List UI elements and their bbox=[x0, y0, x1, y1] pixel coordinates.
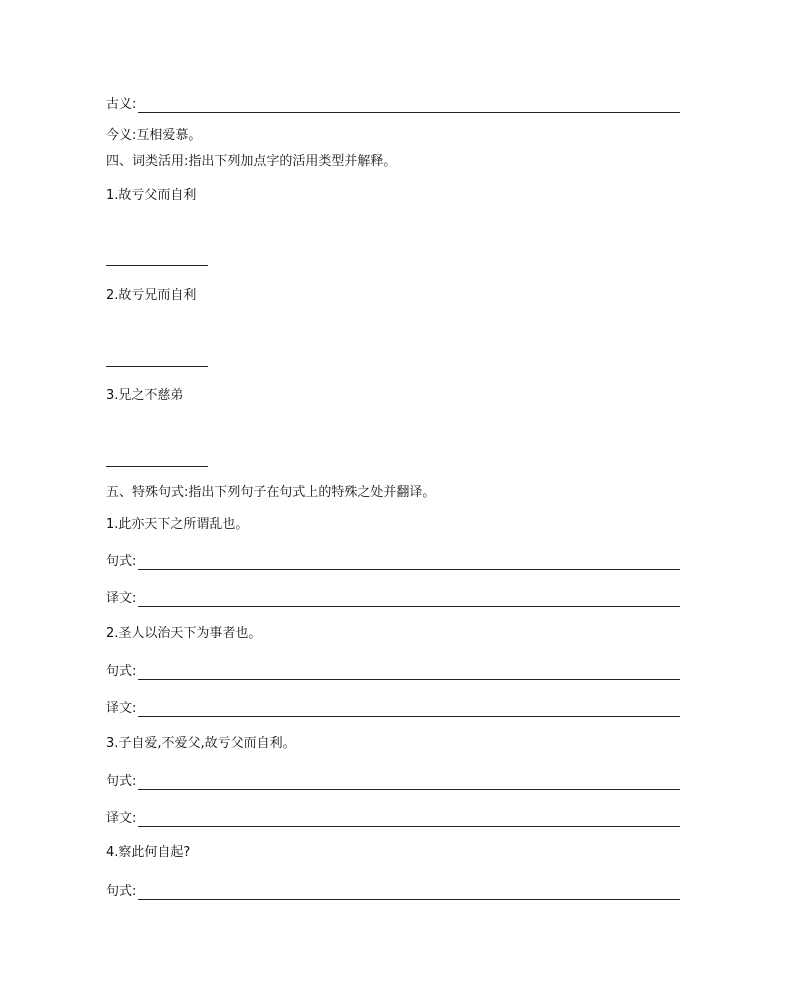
section5-item-4: 4.察此何自起? bbox=[106, 845, 191, 860]
section5-item-3-translation-row bbox=[106, 809, 680, 827]
section4-item-1: 1.故亏父而自利 bbox=[106, 188, 197, 203]
section5-heading: 五、特殊句式:指出下列句子在句式上的特殊之处并翻译。 bbox=[106, 485, 436, 500]
gu-yi-answer-blank[interactable] bbox=[138, 100, 680, 113]
sentence-label: 句式: bbox=[106, 774, 137, 789]
translation-label: 译文: bbox=[106, 591, 137, 606]
section5-item-3-sentence-row bbox=[106, 772, 680, 790]
section5-item-1-translation-row bbox=[106, 589, 680, 607]
translation-label: 译文: bbox=[106, 811, 137, 826]
section5-item-3-sentence-blank[interactable] bbox=[138, 777, 680, 790]
sentence-label: 句式: bbox=[106, 664, 137, 679]
section5-item-1-sentence-row bbox=[106, 552, 680, 570]
section5-item-2: 2.圣人以治天下为事者也。 bbox=[106, 626, 262, 641]
section5-item-2-sentence-blank[interactable] bbox=[138, 667, 680, 680]
section5-item-1-sentence-blank[interactable] bbox=[138, 557, 680, 570]
section5-item-1: 1.此亦天下之所谓乱也。 bbox=[106, 517, 249, 532]
section5-item-2-translation-row bbox=[106, 699, 680, 717]
gu-yi-row bbox=[106, 95, 680, 113]
section4-item-1-blank[interactable] bbox=[106, 265, 208, 266]
section5-item-3: 3.子自爱,不爱父,故亏父而自利。 bbox=[106, 736, 296, 751]
section5-item-2-sentence-row bbox=[106, 662, 680, 680]
section5-item-4-sentence-blank[interactable] bbox=[138, 887, 680, 900]
sentence-label: 句式: bbox=[106, 554, 137, 569]
section5-item-3-translation-blank[interactable] bbox=[138, 814, 680, 827]
translation-label: 译文: bbox=[106, 701, 137, 716]
jin-yi-text: 今义:互相爱慕。 bbox=[106, 128, 202, 143]
section4-item-3: 3.兄之不慈弟 bbox=[106, 388, 184, 403]
section5-item-4-sentence-row bbox=[106, 882, 680, 900]
section4-item-2-blank[interactable] bbox=[106, 366, 208, 367]
section5-item-2-translation-blank[interactable] bbox=[138, 704, 680, 717]
section5-item-1-translation-blank[interactable] bbox=[138, 594, 680, 607]
sentence-label: 句式: bbox=[106, 884, 137, 899]
section4-heading: 四、词类活用:指出下列加点字的活用类型并解释。 bbox=[106, 154, 397, 169]
gu-yi-label: 古义: bbox=[106, 97, 137, 112]
section4-item-2: 2.故亏兄而自利 bbox=[106, 288, 197, 303]
section4-item-3-blank[interactable] bbox=[106, 466, 208, 467]
